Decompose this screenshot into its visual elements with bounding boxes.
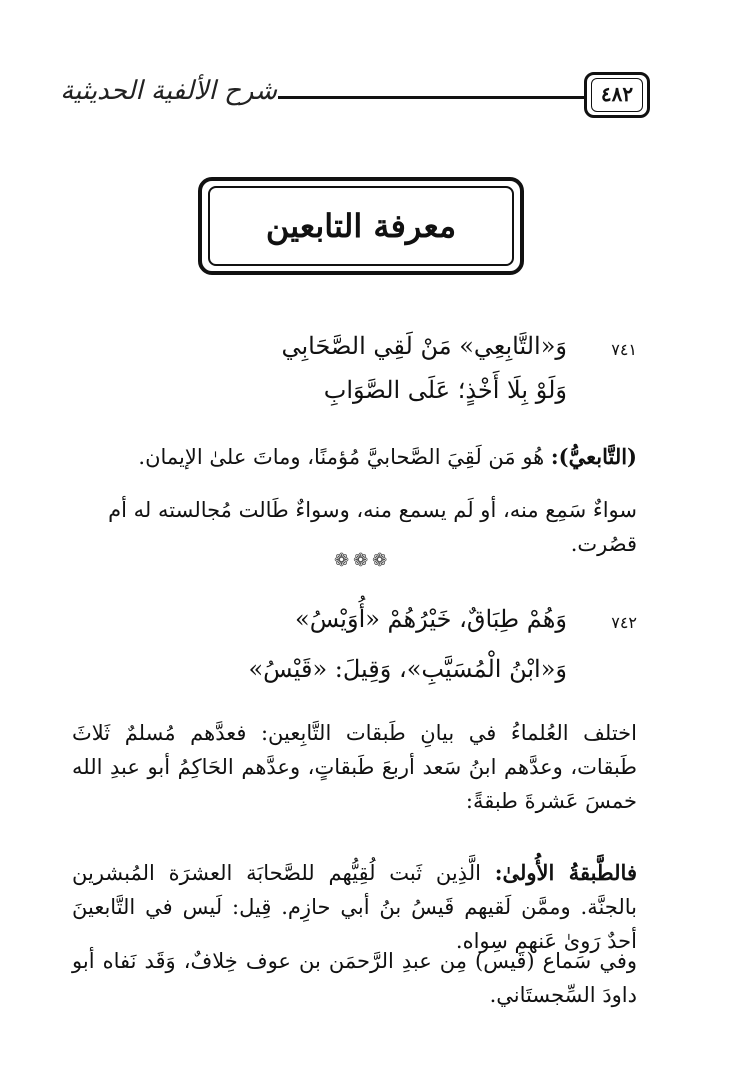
chapter-title: معرفة التابعين [265,207,457,245]
paragraph-2: سواءٌ سَمِع منه، أو لَم يسمع منه، وسواءٌ طَالت مُجالسته له أم قصُرت. [108,498,637,556]
paragraph-5: وفي سَماع (قَيس) مِن عبدِ الرَّحمَن بن عوف خِلافٌ، وَقَد نَفاه أبو داودَ السِّجستَاني. [72,949,637,1007]
running-header-book-title: شرح الألفية الحديثية [60,76,277,106]
verse-742-line-2: وَ«ابْنُ الْمُسَيَّبِ»، وَقِيلَ: «قَيْسُ» [248,655,567,683]
definition-text: هُو مَن لَقِيَ الصَّحابيَّ مُؤمنًا، وماتَ علىٰ الإيمان. [138,445,551,469]
term-tabii: (التَّابعيُّ): [550,444,637,469]
paragraph-3: اختلف العُلماءُ في بيانِ طَبقات التَّابِعين: فعدَّهم مُسلمٌ ثَلاثَ طَبقات، وعدَّهم ابنُ سَعد أربعَ طَبقاتٍ، وعدَّهم الحَاكِمُ أبو عبدِ الله خمسَ عَشرةَ طبقةً: [72,721,637,813]
page-number-box [584,72,650,118]
paragraph-4-text: الَّذِين ثَبت لُقِيُّهم للصَّحابَة العشرَة المُبشرين بالجنَّة. وممَّن لَقيهم قَيسُ بنُ أبي حازِم. قِيل: لَيس في التَّابعينَ أحدٌ رَوىٰ عَنهم سِواه. [72,861,637,953]
verse-number-741: ٧٤١ [611,340,637,359]
verse-742-line-1: وَهُمْ طِبَاقٌ، خَيْرُهُمْ «أُوَيْسُ» [295,605,567,633]
verse-number-742: ٧٤٢ [611,613,637,632]
ornament-divider: ❁❁❁ [334,550,392,571]
verse-741-line-1: وَ«التَّابِعِي» مَنْ لَقِي الصَّحَابِي [281,332,567,360]
term-first-tier: فالطَّبقةُ الأُولىٰ: [494,860,637,885]
definition-paragraph [77,440,637,474]
verse-741-line-2: وَلَوْ بِلَا أَخْذٍ؛ عَلَى الصَّوَابِ [323,376,567,404]
header-rule [278,96,586,99]
paragraph-4 [72,856,637,958]
page-number: ٤٨٢ [600,82,634,106]
